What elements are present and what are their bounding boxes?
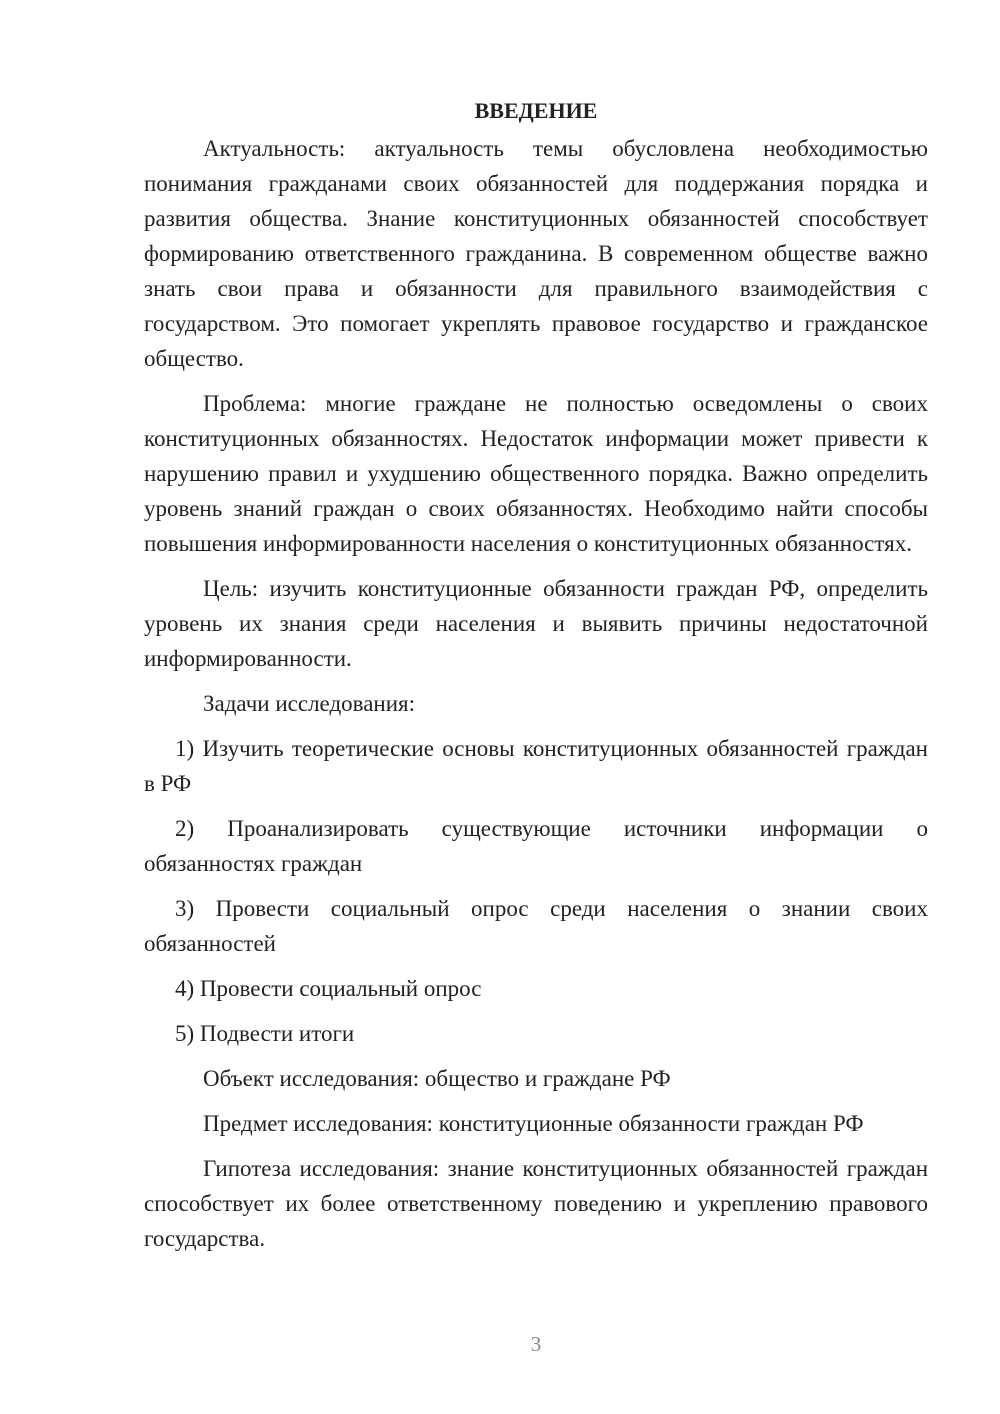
object-paragraph: Объект исследования: общество и граждане РФ — [203, 1066, 671, 1091]
problem-paragraph: Проблема: многие граждане не полностью осведомлены о своих конституционных обязанностях. Недостаток информации может привести к нарушению правил и ухудшению общественного порядка. Важно определить уровень знаний граждан о своих обязанностях. Необходимо найти способы повышения информированности населения о конституционных обязанностях. — [144, 391, 928, 556]
task-item-4: 4) Провести социальный опрос — [175, 976, 482, 1001]
hypothesis-paragraph: Гипотеза исследования: знание конституционных обязанностей граждан способствует их более ответственному поведению и укреплению правового государства. — [144, 1156, 928, 1251]
relevance-paragraph: Актуальность: актуальность темы обусловлена необходимостью понимания гражданами своих обязанностей для поддержания порядка и развития общества. Знание конституционных обязанностей способствует формированию ответственного гражданина. В современном обществе важно знать свои права и обязанности для правильного взаимодействия с государством. Это помогает укреплять правовое государство и гражданское общество. — [144, 136, 928, 371]
task-item-2: 2) Проанализировать существующие источники информации о обязанностях граждан — [144, 816, 928, 876]
task-item-1: 1) Изучить теоретические основы конституционных обязанностей граждан в РФ — [144, 736, 928, 796]
goal-paragraph: Цель: изучить конституционные обязанности граждан РФ, определить уровень их знания среди населения и выявить причины недостаточной информированности. — [144, 576, 928, 671]
page-title: ВВЕДЕНИЕ — [474, 98, 598, 123]
tasks-heading: Задачи исследования: — [203, 691, 416, 716]
subject-paragraph: Предмет исследования: конституционные обязанности граждан РФ — [203, 1111, 864, 1136]
page-number: 3 — [530, 1332, 542, 1356]
task-item-5: 5) Подвести итоги — [175, 1021, 355, 1046]
task-item-3: 3) Провести социальный опрос среди населения о знании своих обязанностей — [144, 896, 928, 956]
page-content — [144, 93, 928, 1266]
